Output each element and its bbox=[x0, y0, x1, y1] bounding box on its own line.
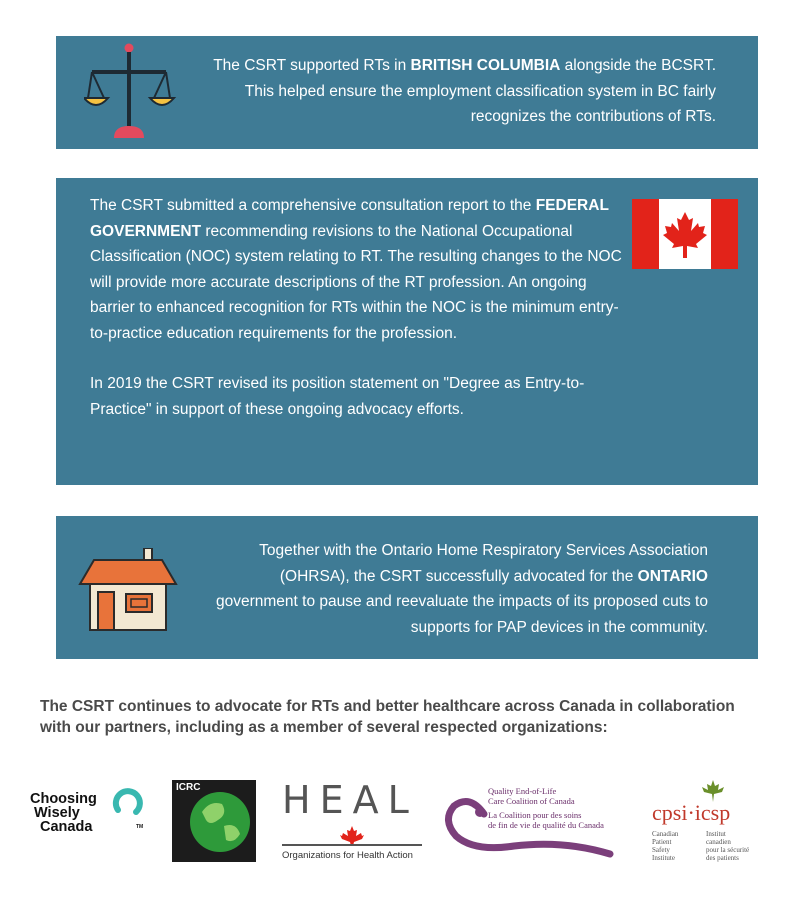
federal-advocacy-text: The CSRT submitted a comprehensive consultation report to the FEDERAL GOVERNMENT recommending revisions to the National Occupational Classification (NOC) system relating to RT. The resulting changes to the NOC will provide more accurate descriptions of the RT profession. An ongoing barrier to enhanced recognition for RTs within the NOC is the minimum entry-to-practice education requirements for the profession. In 2019 the CSRT revised its position statement on "Degree as Entry-to-Practice" in support of these ongoing advocacy efforts. bbox=[90, 197, 622, 418]
bc-highlight: BRITISH COLUMBIA bbox=[410, 57, 561, 74]
heal-title: HEAL bbox=[282, 778, 418, 822]
canada-flag-icon bbox=[632, 199, 738, 269]
choosing-wisely-canada-logo: Choosing Wisely Canada TM bbox=[30, 792, 97, 834]
icrc-logo: ICRC bbox=[172, 780, 256, 862]
heal-logo bbox=[282, 778, 432, 868]
federal-highlight: FEDERAL GOVERNMENT bbox=[90, 197, 609, 240]
heal-subtitle: Organizations for Health Action bbox=[282, 850, 413, 861]
house-icon bbox=[78, 548, 178, 632]
choosing-wisely-swirl-icon bbox=[112, 786, 144, 820]
cpsi-leaf-icon bbox=[700, 780, 726, 802]
cpsi-icsp-wordmark: cpsi·icsp bbox=[652, 800, 731, 825]
ontario-advocacy-text: Together with the Ontario Home Respiratory Services Association (OHRSA), the CSRT successfully advocated for the ONTARIO government to pause and reevaluate the impacts of its proposed cuts to supports for PAP devices in the community. bbox=[216, 542, 708, 636]
maple-leaf-icon bbox=[340, 826, 364, 846]
quality-end-of-life-coalition-logo: Quality End-of-Life Care Coalition of Canada La Coalition pour des soins de fin de vie de qualité du Canada bbox=[444, 784, 620, 860]
cpsi-icsp-logo: cpsi·icsp Canadian Patient Safety Institute Institut canadien pour la sécurité des patients bbox=[652, 780, 776, 864]
bc-advocacy-panel bbox=[56, 36, 758, 149]
closing-statement: The CSRT continues to advocate for RTs and better healthcare across Canada in collaboration with our partners, including as a member of several respected organizations: bbox=[40, 698, 735, 736]
bc-advocacy-text: The CSRT supported RTs in BRITISH COLUMBIA alongside the BCSRT. This helped ensure the employment classification system in BC fairly recognizes the contributions of RTs. bbox=[213, 57, 716, 125]
scales-of-justice-icon bbox=[84, 42, 180, 142]
federal-advocacy-panel bbox=[56, 178, 758, 485]
ontario-advocacy-panel bbox=[56, 516, 758, 659]
degree-statement-text: In 2019 the CSRT revised its position statement on "Degree as Entry-to-Practice" in support of these ongoing advocacy efforts. bbox=[90, 375, 585, 418]
globe-icon bbox=[188, 790, 252, 854]
ontario-highlight: ONTARIO bbox=[637, 567, 708, 585]
